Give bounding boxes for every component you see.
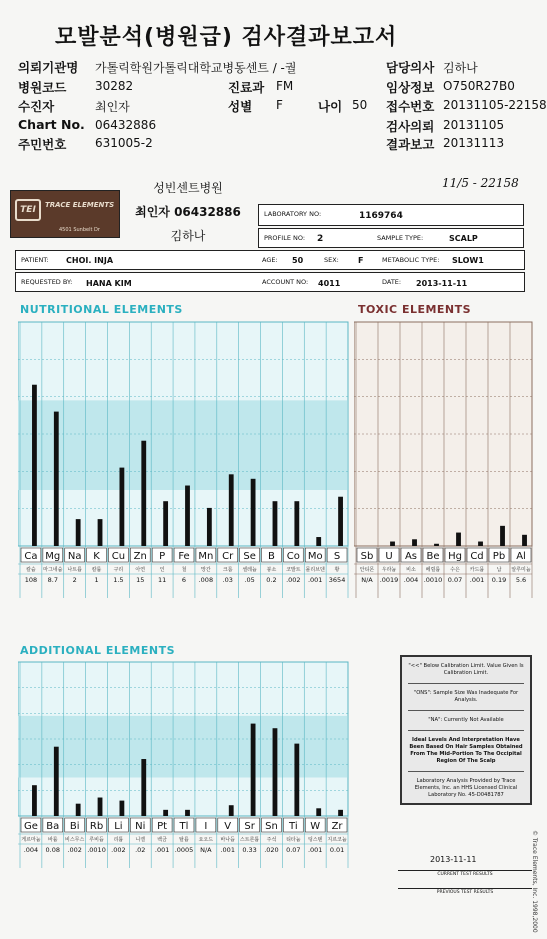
field-label: 수진자 <box>18 99 55 114</box>
patient-name: CHOI. INJA <box>66 256 114 265</box>
element-value: 0.07 <box>286 846 301 854</box>
element-symbol: As <box>404 551 418 562</box>
element-korean: 비소 <box>406 567 416 573</box>
field-value: 50 <box>352 98 368 112</box>
element-korean: 아연 <box>135 567 146 573</box>
legend-note: Laboratory Analysis Provided by Trace Elements, Inc. an HHS Licensed Clinical Laboratory No. 45-D0481787 <box>414 778 518 798</box>
bar <box>76 519 81 546</box>
stamp-line: 최인자 06432886 <box>135 205 241 219</box>
element-korean: 게르마늄 <box>21 837 41 843</box>
bar <box>273 728 278 816</box>
element-symbol: Sn <box>265 821 278 832</box>
field-label: 성별 <box>228 99 253 114</box>
bar <box>522 535 527 546</box>
element-korean: 비스무스 <box>65 837 85 843</box>
element-symbol: Ti <box>289 821 298 832</box>
element-value: .008 <box>198 576 214 584</box>
element-korean: 황 <box>334 567 340 573</box>
element-value: .002 <box>111 846 126 854</box>
field-label: 접수번호 <box>386 99 435 114</box>
field-label: PROFILE NO: <box>264 234 306 242</box>
element-symbol: U <box>385 551 393 562</box>
element-value: .004 <box>23 846 39 854</box>
bar <box>163 501 168 546</box>
field-value: 김하나 <box>443 61 478 75</box>
bar <box>229 474 234 546</box>
element-value: 0.07 <box>447 576 463 584</box>
field-label: AGE: <box>262 256 278 264</box>
element-symbol: Pb <box>492 551 506 562</box>
element-symbol: Fe <box>178 551 190 562</box>
element-korean: 칼륨 <box>91 567 102 573</box>
bar <box>141 441 146 546</box>
field-value: 631005-2 <box>95 136 153 150</box>
bar <box>229 805 234 816</box>
bar <box>338 810 343 816</box>
bar <box>478 542 483 546</box>
additional-title: ADDITIONAL ELEMENTS <box>20 644 176 657</box>
element-korean: 나트륨 <box>67 567 82 573</box>
element-symbol: Be <box>426 551 440 562</box>
element-value: .001 <box>307 576 323 584</box>
element-value: 2 <box>72 576 77 584</box>
bar <box>500 526 505 546</box>
profile-number: 2 <box>317 234 324 244</box>
bar <box>54 412 59 546</box>
element-symbol: Sb <box>360 551 374 562</box>
footer-date: 2013-11-11 <box>430 855 477 864</box>
element-korean: 지르코늄 <box>327 837 347 843</box>
field-label: 검사의뢰 <box>386 119 435 134</box>
element-korean: 베릴륨 <box>425 567 441 573</box>
element-korean: 텅스텐 <box>307 837 323 843</box>
element-korean: 마그네슘 <box>43 567 63 573</box>
element-value: .0010 <box>423 576 443 584</box>
element-value: .001 <box>220 846 235 854</box>
element-symbol: Sr <box>244 821 255 832</box>
element-korean: 칼슘 <box>26 567 36 573</box>
element-value: .004 <box>403 576 419 584</box>
field-label: DATE: <box>382 278 402 286</box>
element-symbol: Co <box>286 551 300 562</box>
element-symbol: V <box>224 821 232 832</box>
nutritional-chart <box>18 316 350 600</box>
element-symbol: Bi <box>69 821 80 832</box>
report-date: 2013-11-11 <box>416 279 468 288</box>
report-title: 모발분석(병원급) 검사결과보고서 <box>55 25 398 50</box>
element-korean: 백금 <box>157 837 167 843</box>
bar <box>294 501 299 546</box>
bar <box>54 747 59 816</box>
element-korean: 요오드 <box>198 837 214 843</box>
bar <box>273 501 278 546</box>
reference-band <box>18 400 348 490</box>
bar <box>251 724 256 816</box>
element-value: 11 <box>157 576 167 584</box>
element-symbol: W <box>310 821 321 832</box>
toxic-chart <box>354 316 534 600</box>
request-row <box>15 272 525 292</box>
legend-note: "NA": Currently Not Available <box>428 717 504 723</box>
element-korean: 바나듐 <box>220 837 235 843</box>
bar <box>119 468 124 546</box>
element-symbol: Cu <box>111 551 126 562</box>
element-value: 1 <box>94 576 99 584</box>
stamp-line: 김하나 <box>170 229 206 243</box>
element-symbol: Cr <box>222 551 234 562</box>
bar <box>251 479 256 546</box>
element-value: 0.2 <box>266 576 277 584</box>
element-symbol: Zr <box>331 821 343 832</box>
field-label: SEX: <box>324 256 339 264</box>
field-value: 가톨릭학원가톨릭대학교병동센트 / -궐 <box>95 61 297 75</box>
field-label: 담당의사 <box>386 60 435 75</box>
element-korean: 코발트 <box>286 567 301 573</box>
element-value: N/A <box>200 846 212 854</box>
field-label: LABORATORY NO: <box>264 210 322 218</box>
logo-address: 4501 Sunbelt Dr <box>59 227 100 233</box>
additional-chart <box>18 656 350 870</box>
element-symbol: Li <box>114 821 123 832</box>
field-value: 06432886 <box>95 118 157 132</box>
element-symbol: Ba <box>46 821 60 832</box>
bar <box>76 804 81 816</box>
account-number: 4011 <box>318 279 341 288</box>
element-value: 5.6 <box>515 576 527 584</box>
element-korean: 카드뮴 <box>469 567 485 573</box>
bar <box>119 801 124 816</box>
element-korean: 루비듐 <box>89 837 104 843</box>
element-value: .002 <box>67 846 82 854</box>
lab-number-box <box>258 204 524 226</box>
legend-notes <box>400 655 532 805</box>
lab-number: 1169764 <box>359 211 403 221</box>
element-symbol: Na <box>67 551 82 562</box>
field-label: 주민번호 <box>18 137 67 152</box>
field-value: FM <box>276 79 294 93</box>
element-value: 0.33 <box>242 846 257 854</box>
element-korean: 크롬 <box>222 567 233 573</box>
element-korean: 망간 <box>201 567 211 573</box>
field-value: 20131105-22158 <box>443 98 547 112</box>
element-symbol: S <box>333 551 341 562</box>
element-value: 1.5 <box>113 576 124 584</box>
element-symbol: Mn <box>198 551 214 562</box>
legend-note: "<<" Below Calibration Limit. Value Given Is Calibration Limit. <box>408 663 524 676</box>
element-value: 6 <box>181 576 187 584</box>
element-value: .0010 <box>87 846 106 854</box>
element-korean: 인 <box>159 567 165 573</box>
field-value: F <box>276 98 283 112</box>
stamp-line: 성빈센트병원 <box>153 181 223 195</box>
element-symbol: Zn <box>133 551 147 562</box>
nutritional-title: NUTRITIONAL ELEMENTS <box>20 303 183 316</box>
element-value: .001 <box>154 846 170 854</box>
element-symbol: Cd <box>470 551 484 562</box>
element-symbol: Ca <box>24 551 38 562</box>
element-value: 0.19 <box>491 576 507 584</box>
field-label: 진료과 <box>228 80 265 95</box>
element-korean: 스트론튬 <box>239 837 260 843</box>
element-symbol: Tl <box>179 821 189 832</box>
element-symbol: I <box>204 821 208 832</box>
field-label: REQUESTED BY: <box>21 278 73 286</box>
field-label: 병원코드 <box>18 80 67 95</box>
toxic-title: TOXIC ELEMENTS <box>358 303 472 316</box>
sample-type: SCALP <box>449 234 478 243</box>
previous-results-label: PREVIOUS TEST RESULTS <box>398 888 532 895</box>
bar <box>163 810 168 816</box>
logo-mark: TEI <box>15 199 41 221</box>
element-symbol: B <box>268 551 275 562</box>
handwritten-note: 11/5 - 22158 <box>442 176 519 190</box>
requested-by: HANA KIM <box>86 279 132 288</box>
field-label: ACCOUNT NO: <box>262 278 309 286</box>
legend-note: Ideal Levels And Interpretation Have Been Based On Hair Samples Obtained From The Mid-Portion To The Occipital Region Of The Scalp <box>409 737 523 764</box>
element-korean: 붕소 <box>266 567 277 573</box>
field-label: PATIENT: <box>21 256 49 264</box>
field-label: 의뢰기관명 <box>18 60 79 75</box>
field-value: 최인자 <box>95 100 130 114</box>
bar <box>316 808 321 816</box>
field-value: 30282 <box>95 79 134 93</box>
bar <box>141 759 146 816</box>
element-value: .001 <box>469 576 485 584</box>
element-korean: 셀레늄 <box>242 567 257 573</box>
element-korean: 리튬 <box>113 837 124 843</box>
profile-box <box>258 228 524 248</box>
element-value: 15 <box>136 576 145 584</box>
element-value: .0019 <box>379 576 399 584</box>
bar <box>434 544 439 546</box>
bar <box>98 519 103 546</box>
bar <box>185 486 190 546</box>
element-value: 0.08 <box>45 846 61 854</box>
element-value: 3654 <box>328 576 346 584</box>
bar <box>316 537 321 546</box>
field-label: Chart No. <box>18 117 85 132</box>
field-label: METABOLIC TYPE: <box>382 256 440 264</box>
element-symbol: Mg <box>45 551 61 562</box>
element-korean: 안티몬 <box>359 567 375 573</box>
element-value: 108 <box>24 576 38 584</box>
bar <box>32 385 37 546</box>
element-symbol: Ge <box>23 821 38 832</box>
element-symbol: Al <box>516 551 526 562</box>
patient-sex: F <box>358 256 364 265</box>
element-value: 8.7 <box>47 576 58 584</box>
element-symbol: K <box>93 551 100 562</box>
bar <box>207 508 212 546</box>
element-korean: 알루미늄 <box>511 567 531 573</box>
bar <box>456 533 461 546</box>
field-label: SAMPLE TYPE: <box>377 234 424 242</box>
element-value: .020 <box>264 846 279 854</box>
element-korean: 몰리브덴 <box>305 567 325 573</box>
element-value: .0005 <box>174 846 194 854</box>
bar <box>338 497 343 546</box>
element-korean: 주석 <box>266 837 277 843</box>
element-symbol: Mo <box>307 551 323 562</box>
field-value: O750R27B0 <box>443 79 515 93</box>
element-symbol: P <box>159 551 166 562</box>
metabolic-type: SLOW1 <box>452 256 484 265</box>
element-value: 0.01 <box>329 846 345 854</box>
element-korean: 티타늄 <box>286 837 301 843</box>
element-symbol: Rb <box>89 821 104 832</box>
element-korean: 니켈 <box>135 837 146 843</box>
bar <box>412 539 417 546</box>
field-value: 20131113 <box>443 136 505 150</box>
element-value: .03 <box>222 576 233 584</box>
element-symbol: Pt <box>157 821 168 832</box>
field-label: 결과보고 <box>386 137 435 152</box>
field-label: 임상정보 <box>386 80 435 95</box>
patient-age: 50 <box>292 256 304 265</box>
bar <box>98 798 103 816</box>
element-value: N/A <box>361 576 373 584</box>
bar <box>294 744 299 816</box>
element-symbol: Hg <box>448 551 462 562</box>
hospital-stamp <box>128 176 248 248</box>
element-value: .02 <box>135 846 146 854</box>
element-korean: 우라늄 <box>381 567 397 573</box>
bar <box>390 542 395 546</box>
logo-name: TRACE ELEMENTS <box>45 201 115 209</box>
element-korean: 바륨 <box>47 837 58 843</box>
field-value: 20131105 <box>443 118 505 132</box>
element-korean: 수은 <box>450 567 460 573</box>
patient-row <box>15 250 525 270</box>
bar <box>185 810 190 816</box>
element-korean: 구리 <box>113 567 124 573</box>
element-value: .05 <box>244 576 255 584</box>
element-korean: 탈륨 <box>179 837 189 843</box>
element-symbol: Se <box>243 551 256 562</box>
legend-note: "ONS": Sample Size Was Inadequate For Analysis. <box>413 690 519 703</box>
bar <box>32 785 37 816</box>
element-korean: 철 <box>181 567 187 573</box>
element-korean: 납 <box>496 567 502 573</box>
element-symbol: Ni <box>135 821 146 832</box>
element-value: .001 <box>307 846 323 854</box>
element-value: .002 <box>286 576 301 584</box>
lab-logo <box>10 190 120 238</box>
current-results-label: CURRENT TEST RESULTS <box>398 870 532 877</box>
field-label: 나이 <box>318 99 343 114</box>
copyright: © Trace Elements, Inc. 1998,2000 <box>531 830 538 933</box>
